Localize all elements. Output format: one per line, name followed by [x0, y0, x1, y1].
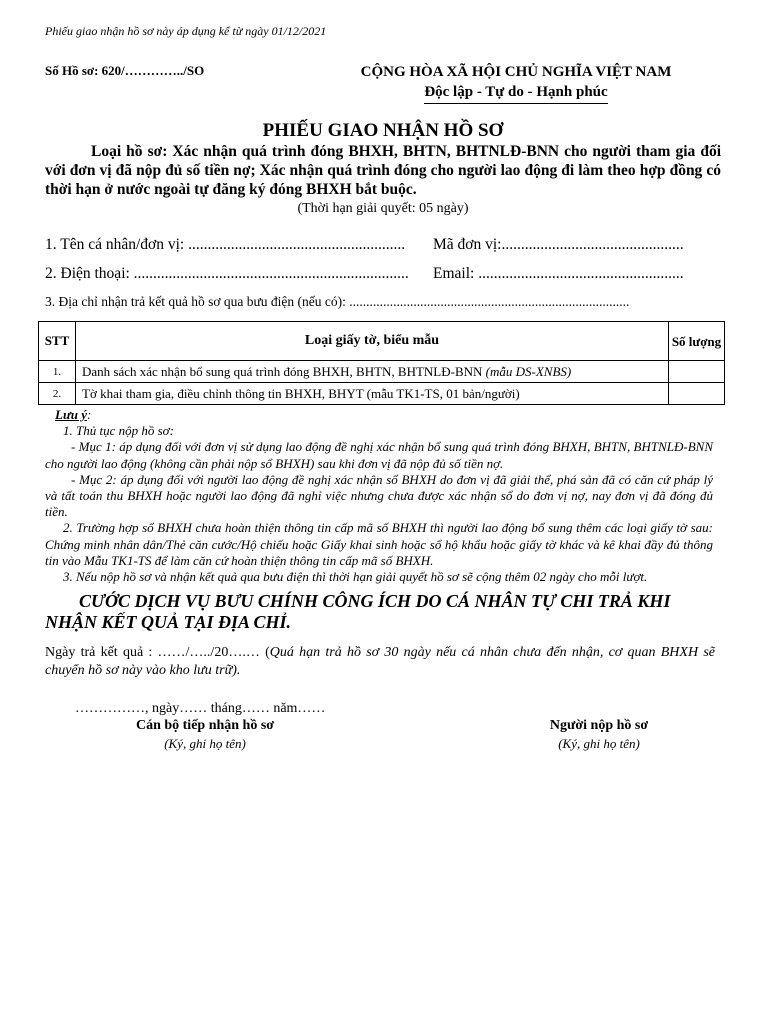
- notes-point-2: 2. Trường hợp sổ BHXH chưa hoàn thiện thông tin cấp mã số BHXH thì người lao động bổ sung thêm các loại giấy tờ sau: Chứng minh nhân dân/Thẻ căn cước/Hộ chiếu hoặc Giấy khai sinh hoặc sổ hộ khẩu hoặc giấy tờ khác và kê khai đầy đủ thông tin vào Mẫu TK1-TS để làm căn cứ hoàn thiện thông tin cấp mã số BHXH.: [45, 520, 713, 568]
- notes-section: Lưu ý: 1. Thủ tục nộp hồ sơ: - Mục 1: áp dụng đối với đơn vị sử dụng lao động đề nghị xác nhận bổ sung quá trình đóng BHXH, BHTN, BHTNLĐ-BNN cho người lao động (không cần phải nộp sổ BHXH) sau khi đơn vị đã nộp đủ số tiền nợ. - Mục 2: áp dụng đối với người lao động đề nghị xác nhận sổ BHXH do đơn vị đã giải thể, phá sản đã có căn cứ pháp lý và tất toán thu BHXH hoặc người lao động đã nghỉ việc nhưng chưa được xác nhận sổ do đơn vị nợ, nay đơn vị đã đóng đủ tiền. 2. Trường hợp sổ BHXH chưa hoàn thiện thông tin cấp mã số BHXH thì người lao động bổ sung thêm các loại giấy tờ sau: Chứng minh nhân dân/Thẻ căn cước/Hộ chiếu hoặc Giấy khai sinh hoặc sổ hộ khẩu hoặc giấy tờ khác và kê khai đầy đủ thông tin vào Mẫu TK1-TS để làm căn cứ hoàn thiện thông tin cấp mã số BHXH. 3. Nếu nộp hồ sơ và nhận kết quả qua bưu điện thì thời hạn giải quyết hồ sơ sẽ cộng thêm 02 ngày cho mỗi lượt.: [45, 407, 713, 585]
- table-row: [39, 383, 725, 405]
- submitter-role: Người nộp hồ sơ: [549, 718, 649, 733]
- notes-item-2: - Mục 2: áp dụng đối với người lao động đề nghị xác nhận sổ BHXH do đơn vị đã giải thể, phá sản đã có căn cứ pháp lý và tất toán thu BHXH hoặc người lao động đã nghỉ việc nhưng chưa được xác nhận sổ do đơn vị nợ, nay đơn vị đã đóng đủ tiền.: [45, 471, 713, 520]
- notes-point-3: 3. Nếu nộp hồ sơ và nhận kết quả qua bưu điện thì thời hạn giải quyết hồ sơ sẽ cộng thêm 02 ngày cho mỗi lượt.: [63, 569, 648, 585]
- row-quantity: [669, 383, 725, 405]
- header-stt: STT: [39, 322, 76, 361]
- name-field: 1. Tên cá nhân/đơn vị: ........................................................: [45, 236, 406, 253]
- row-stt: 1.: [39, 361, 76, 383]
- receiver-signature: [75, 718, 335, 752]
- phone-field: 2. Điện thoại: .......................................................................: [45, 265, 409, 282]
- notes-label: Lưu ý: [55, 407, 87, 422]
- row-document: Tờ khai tham gia, điều chỉnh thông tin BHXH, BHYT (mẫu TK1-TS, 01 bản/người): [76, 383, 669, 405]
- national-header: [330, 62, 702, 104]
- notes-item-1: - Mục 1: áp dụng đối với đơn vị sử dụng lao động đề nghị xác nhận bổ sung quá trình đóng BHXH, BHTN, BHTNLĐ-BNN cho người lao động (không cần phải nộp sổ BHXH) sau khi đơn vị đã nộp đủ số tiền nợ.: [45, 439, 713, 471]
- documents-table: [38, 321, 725, 405]
- header-document-type: Loại giấy tờ, biểu mẫu: [76, 322, 669, 361]
- table-header-row: [39, 322, 725, 361]
- file-number: Số Hồ sơ: 620/…………../SO: [45, 63, 205, 78]
- address-field: 3. Địa chỉ nhận trả kết quả hồ sơ qua bưu điện (nếu có): ...................................................................................: [45, 294, 630, 309]
- nation-name: CỘNG HÒA XÃ HỘI CHỦ NGHĨA VIỆT NAM: [360, 64, 672, 80]
- submitter-hint: (Ký, ghi họ tên): [558, 736, 640, 751]
- notes-procedure: 1. Thủ tục nộp hồ sơ:: [63, 423, 174, 439]
- result-date: Ngày trả kết quả : ……/…../20….… (Quá hạn trả hồ sơ 30 ngày nếu cá nhân chưa đến nhận, cơ quan BHXH sẽ chuyển hồ sơ này vào kho lưu trữ).: [45, 645, 715, 678]
- submitter-signature: [469, 718, 729, 752]
- header-quantity: Số lượng: [669, 322, 725, 361]
- document-title: PHIẾU GIAO NHẬN HỒ SƠ: [262, 120, 504, 141]
- row-document: Danh sách xác nhận bổ sung quá trình đóng BHXH, BHTN, BHTNLĐ-BNN (mẫu DS-XNBS): [76, 361, 669, 383]
- postal-fee-notice: CƯỚC DỊCH VỤ BƯU CHÍNH CÔNG ÍCH DO CÁ NHÂN TỰ CHI TRẢ KHI NHẬN KẾT QUẢ TẠI ĐỊA CHỈ.: [45, 591, 671, 632]
- place-date: ……………, ngày…… tháng…… năm……: [75, 701, 326, 716]
- email-field: Email: .....................................................: [433, 265, 684, 282]
- row-stt: 2.: [39, 383, 76, 405]
- unit-code-field: Mã đơn vị:...............................................: [433, 236, 684, 253]
- table-row: [39, 361, 725, 383]
- national-motto: Độc lập - Tự do - Hạnh phúc: [424, 82, 607, 104]
- receiver-role: Cán bộ tiếp nhận hồ sơ: [135, 718, 275, 733]
- receiver-hint: (Ký, ghi họ tên): [164, 736, 246, 751]
- processing-deadline: (Thời hạn giải quyết: 05 ngày): [297, 201, 469, 216]
- applicability-note: Phiếu giao nhận hồ sơ này áp dụng kể từ ngày 01/12/2021: [45, 24, 327, 38]
- row-quantity: [669, 361, 725, 383]
- file-type: Loại hồ sơ: Xác nhận quá trình đóng BHXH, BHTN, BHTNLĐ-BNN cho người tham gia đối với đơn vị đã nộp đủ số tiền nợ; Xác nhận quá trình đóng cho người lao động đi làm theo hợp đồng có thời hạn ở nước ngoài tự đăng ký đóng BHXH bắt buộc.: [45, 143, 721, 198]
